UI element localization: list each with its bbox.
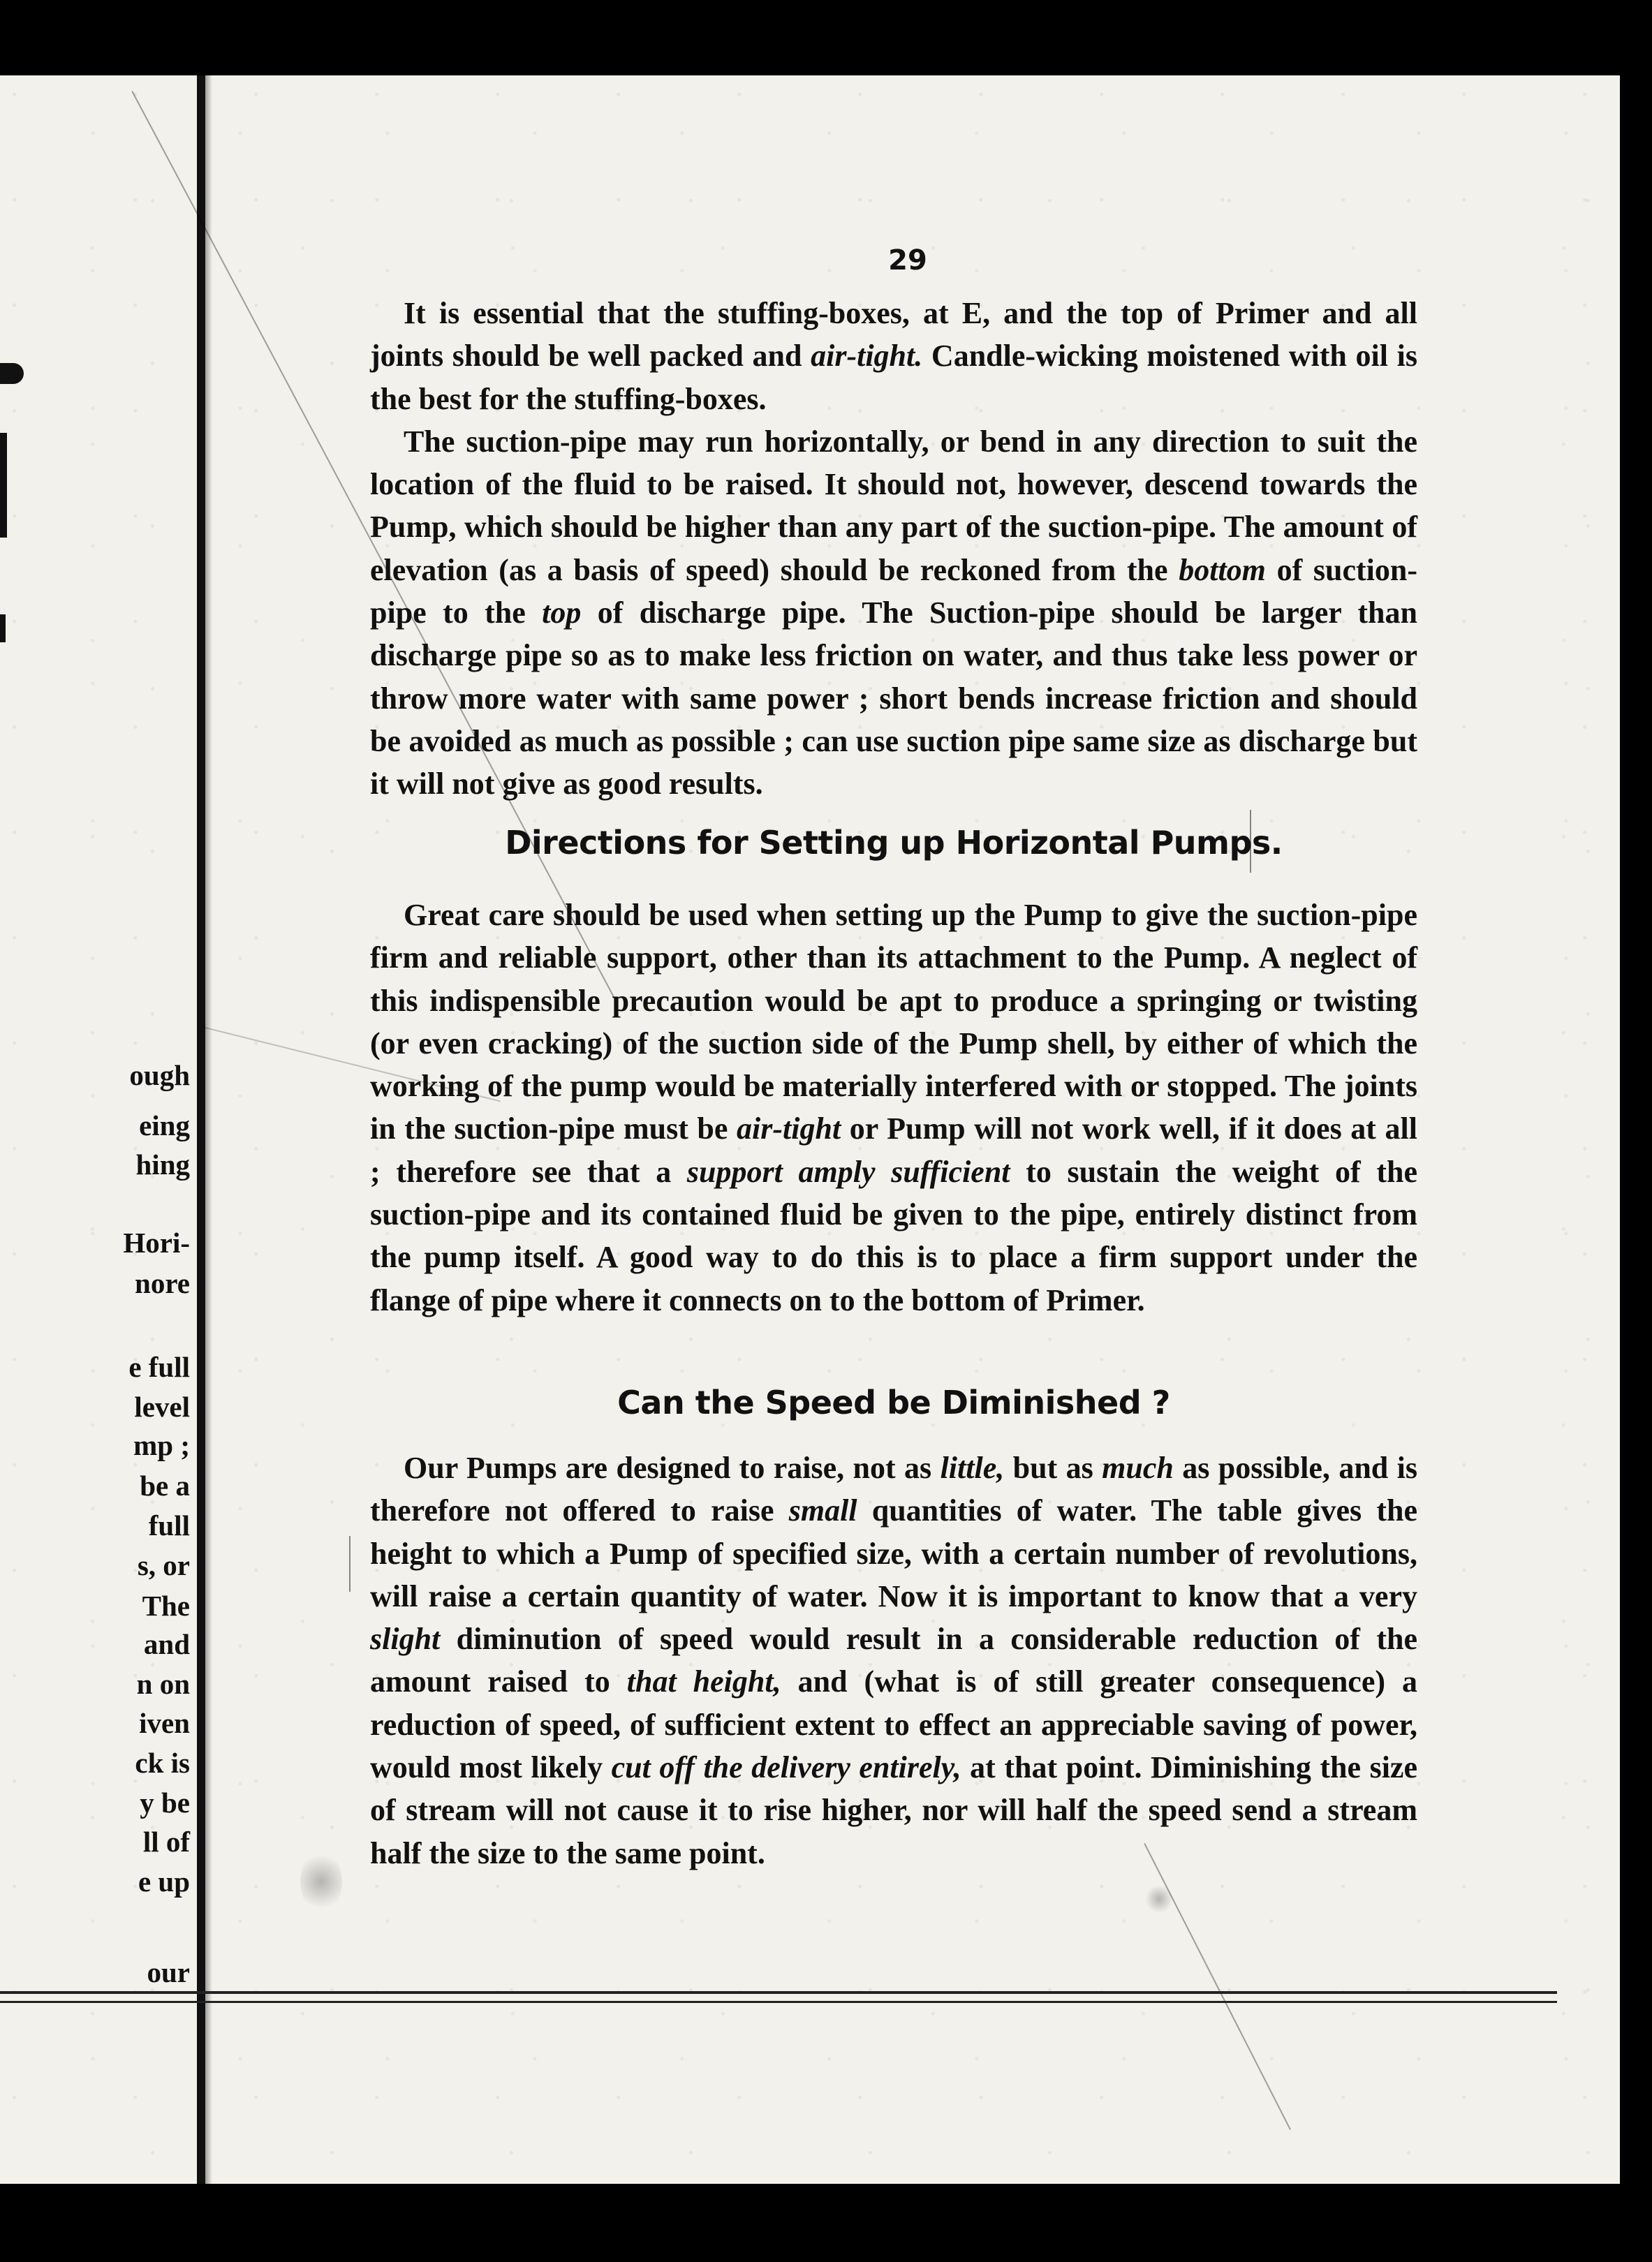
bottom-rule	[0, 1991, 1557, 1994]
left-page-line: s, or	[137, 1549, 190, 1581]
left-page-line: eing	[139, 1109, 190, 1141]
left-page-line: hing	[135, 1148, 190, 1181]
paragraph-suction-pipe: The suction-pipe may run horizontally, or bend in any direction to suit the location of the fluid to be raised. It should not, however, descend towards the Pump, which should be higher than any part of the suction-pipe. The amount of elevation (as a basis of speed) should be reckoned from the bottom of suction-pipe to the top of discharge pipe. The Suction-pipe should be larger than discharge pipe so as to make less friction on water, and thus take less power or throw more water with same power ; short bends increase friction and should be avoided as much as possible ; can use suction pipe same size as discharge but it will not give as good results.	[370, 424, 1417, 801]
scan-line	[349, 1536, 351, 1592]
heading-horizontal-pumps: Directions for Setting up Horizontal Pumps.	[505, 824, 1283, 862]
left-letter-fragment	[0, 614, 6, 642]
book-gutter	[197, 75, 205, 2184]
left-page-line: e full	[128, 1351, 190, 1383]
paragraph-stuffing-boxes: It is essential that the stuffing-boxes, at E, and the top of Primer and all joints should be well packed and air-tight. Candle-wicking moistened with oil is the best for the stuffing-boxes.	[370, 296, 1417, 416]
left-page-line: ck is	[135, 1747, 190, 1779]
left-page-line: y be	[140, 1787, 190, 1819]
bottom-rule	[0, 2001, 1557, 2003]
left-page-line: full	[148, 1509, 190, 1542]
left-page-line: n on	[136, 1668, 190, 1700]
left-page-line: e up	[138, 1865, 190, 1898]
left-letter-fragment	[0, 433, 7, 538]
left-letter-fragment	[0, 363, 24, 384]
left-page-line: level	[134, 1391, 190, 1423]
speed-section	[370, 1447, 1417, 1875]
left-page-line: ough	[129, 1059, 190, 1091]
paragraph-support: Great care should be used when setting up the Pump to give the suction-pipe firm and reliable support, other than its attachment to the Pump. A neglect of this indispensible precaution would be apt to produce a springing or twisting (or even cracking) of the suction side of the Pump shell, by either of which the working of the pump would be materially interfered with or stopped. The joints in the suction-pipe must be air-tight or Pump will not work well, if it does at all ; therefore see that a support amply sufficient to sustain the weight of the suction-pipe and its contained fluid be given to the pipe, entirely distinct from the pump itself. A good way to do this is to place a firm support under the flange of pipe where it connects on to the bottom of Primer.	[370, 898, 1417, 1317]
left-page-line: our	[147, 1956, 190, 1988]
left-page-line: Hori-	[123, 1227, 190, 1259]
heading-speed-diminished: Can the Speed be Diminished ?	[617, 1384, 1170, 1421]
left-page-fragment	[0, 84, 197, 2011]
horizontal-pumps-section	[370, 894, 1417, 1322]
left-page-line: nore	[135, 1267, 190, 1299]
page-number: 29	[888, 244, 927, 276]
paragraph-speed: Our Pumps are designed to raise, not as little, but as much as possible, and is therefore not offered to raise small quantities of water. The table gives the height to which a Pump of specified size, with a certain number of revolutions, will raise a certain quantity of water. Now it is important to know that a very slight diminution of speed would result in a considerable reduction of the amount raised to that height, and (what is of still greater consequence) a reduction of speed, of sufficient extent to effect an appreciable saving of power, would most likely cut off the delivery entirely, at that point. Diminishing the size of stream will not cause it to rise higher, nor will half the speed send a stream half the size to the same point.	[370, 1451, 1418, 1870]
left-page-line: ll of	[142, 1826, 190, 1858]
intro-section	[370, 292, 1417, 806]
left-page-line: The	[142, 1590, 190, 1622]
left-page-line: iven	[139, 1707, 190, 1739]
left-page-line: and	[143, 1628, 190, 1660]
left-page-line: be a	[140, 1470, 190, 1502]
gutter-shadow	[205, 75, 212, 2184]
left-page-line: mp ;	[133, 1429, 190, 1461]
scan-stain	[300, 1850, 342, 1913]
